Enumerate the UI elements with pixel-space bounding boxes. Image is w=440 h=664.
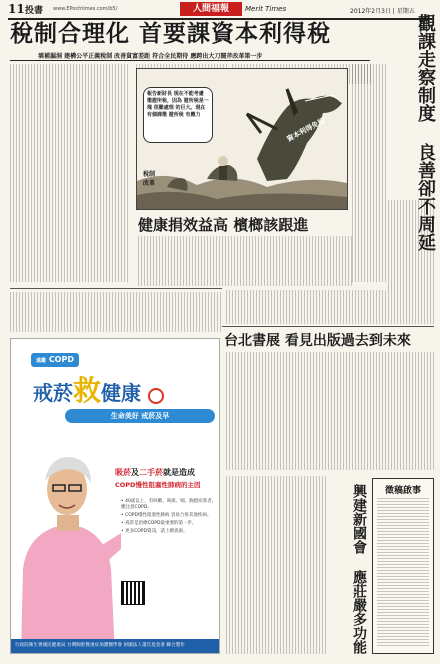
ad-footer-bar <box>11 639 220 653</box>
section-label: 投書 <box>25 6 44 16</box>
spokesperson-photo <box>11 419 121 654</box>
column-box <box>372 478 434 654</box>
dinosaur-label: 資本利得免稅 <box>285 116 327 144</box>
book-section-headline: 台北書展 看見出版過去到未來 <box>224 333 411 349</box>
article-text-block <box>352 64 388 282</box>
page-header <box>8 2 432 20</box>
ad-slogan: 生命美好 戒菸及早 <box>110 412 170 420</box>
article-text-block <box>10 64 130 282</box>
brand-cn: 人間福報 <box>192 4 229 14</box>
website: www.EPochtimes.com/b5/ <box>53 6 118 12</box>
article-text-block <box>138 236 352 286</box>
column-box-text <box>377 498 429 648</box>
qr-code <box>121 581 145 605</box>
ad-badge-main: COPD <box>48 355 74 364</box>
issue-date: 2012年2月3日 | 星期五 <box>350 8 415 15</box>
cartoon-side-label: 稅制改革 <box>143 171 156 187</box>
ad-title-part2: 健康 <box>101 381 142 405</box>
ad-title-part1: 戒菸 <box>33 381 73 405</box>
no-smoking-icon <box>148 388 164 404</box>
ad-bullet: • COPD慢性阻塞性肺病 容易合併其他疾病。 <box>121 513 212 518</box>
ad-title <box>33 369 220 407</box>
ad-bullet: • 更多COPD資訊，請上網查詢。 <box>121 529 188 534</box>
ad-bullet: • 40歲以上，有咳嗽、咳痰、喘、胸悶症狀者，應注意COPD。 <box>121 499 217 510</box>
page-number: 11 <box>8 2 25 16</box>
ad-warning-line2: COPD慢性阻塞性肺病的主因 <box>115 481 201 489</box>
ad-badge <box>31 353 79 367</box>
ad-warning-line1: 吸菸及二手菸就是造成 <box>115 468 195 477</box>
ad-badge-top: 遠離 <box>36 358 47 364</box>
editorial-cartoon <box>136 68 348 210</box>
ad-title-main: 救 <box>73 374 102 407</box>
article-text-block <box>226 476 326 654</box>
ad-footer-text: 行政院衛生署國民健康局 台灣胸腔暨重症加護醫學會 財團法人董氏基金會 聯合製作 <box>15 643 185 648</box>
article-text-block <box>226 290 386 324</box>
ad-warning <box>115 467 219 489</box>
advertisement <box>10 338 220 654</box>
brand-en: Merit Times <box>245 5 287 13</box>
article-text-block <box>226 352 434 470</box>
article-text-block <box>388 200 434 324</box>
lead-headline: 稅制合理化 首要課資本利得稅 <box>10 20 332 47</box>
speech-bubble-text: 報告新財長 現在不能考慮 徵證所稅，因為 證所稅是一塊 很難處理 的巨大。現在 有個課徵 證所稅 有應力 <box>147 91 209 118</box>
speech-bubble <box>143 87 213 143</box>
article-text-block <box>10 292 222 332</box>
editorial-headline: 健康捐效益高 檳榔該跟進 <box>138 216 309 234</box>
column-box-title: 徵稿啟事 <box>384 486 421 496</box>
brand-logo <box>180 2 242 16</box>
vertical-headline: 興建新國會 應莊嚴多功能 <box>351 484 367 654</box>
column-headline: 觀課走察制度 良善卻不周延 <box>415 14 436 251</box>
ad-bullet-list <box>121 499 217 535</box>
lead-subhead: 填補漏洞 建構公平正義稅制 改善貧富差距 符合全民期待 應跨出大刀闊斧改革第一步 <box>38 53 263 60</box>
ad-bullet: • 戒菸是治療COPD最重要的第一步。 <box>121 521 197 526</box>
